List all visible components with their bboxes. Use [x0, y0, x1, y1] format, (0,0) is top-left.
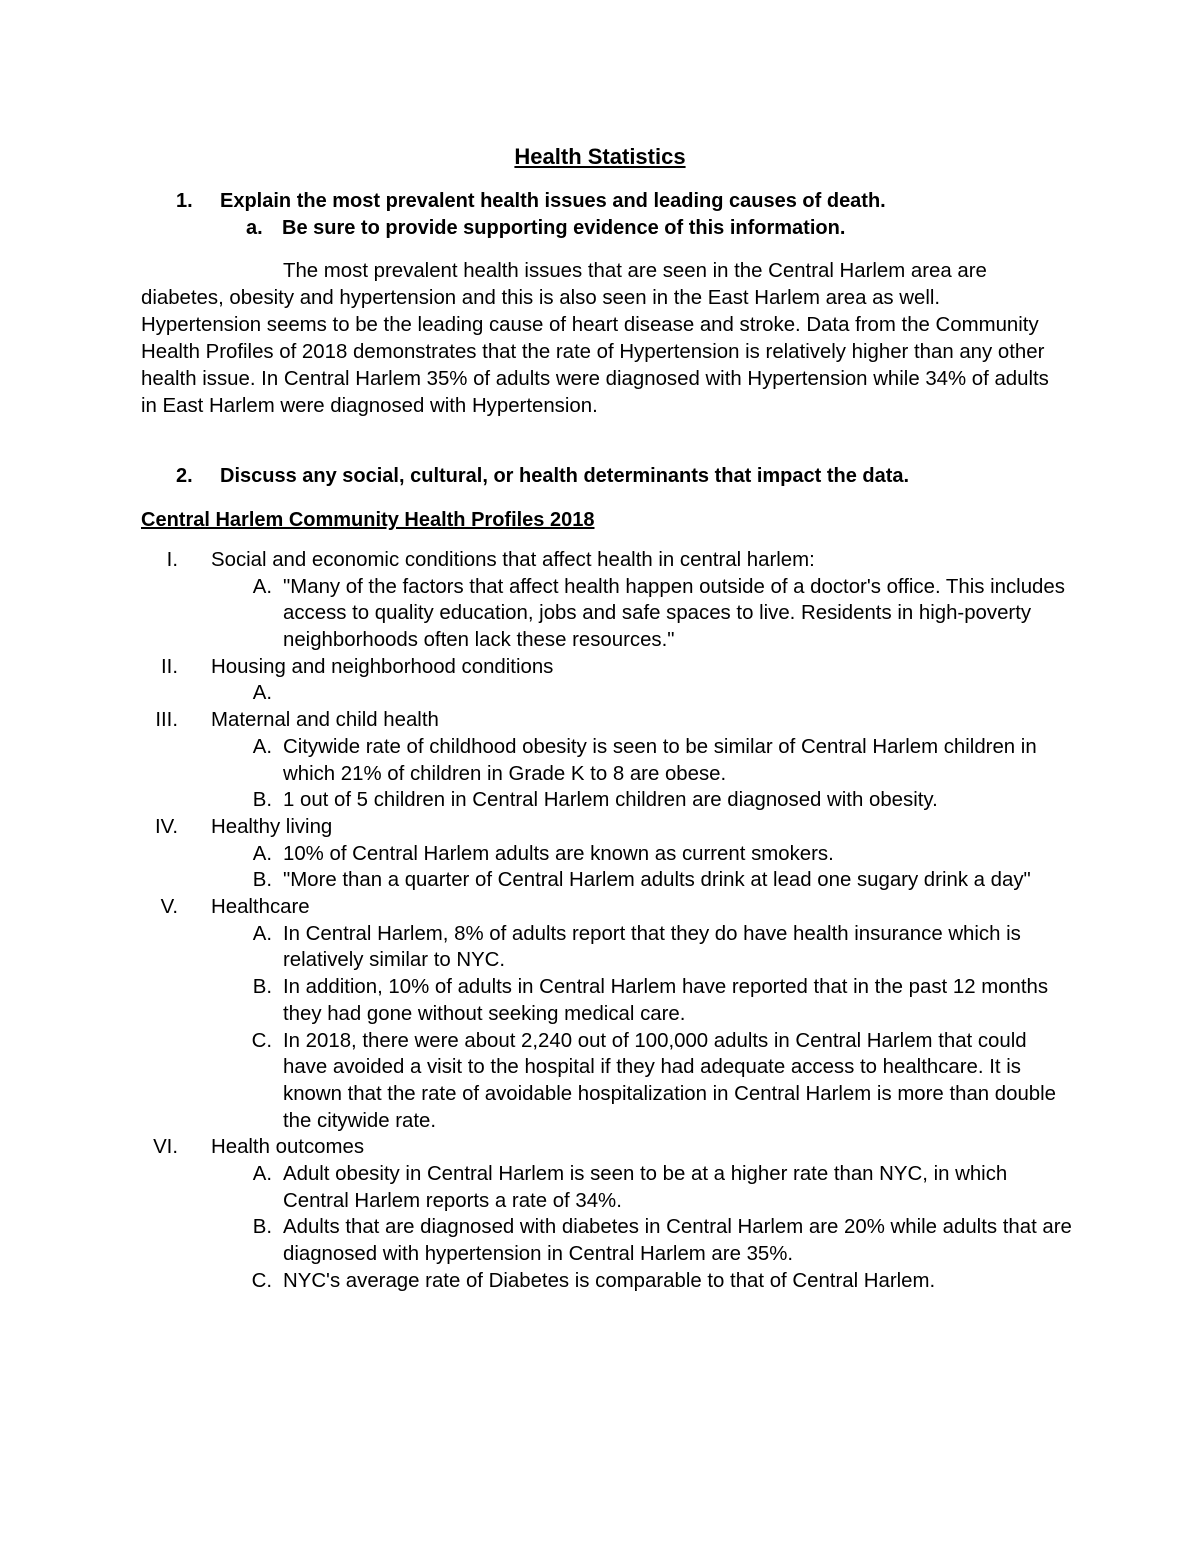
outline-item-text: 1 out of 5 children in Central Harlem children are diagnosed with obesity. [283, 789, 938, 812]
outline-section-numeral: VI. [153, 1136, 178, 1159]
question-1 [176, 187, 886, 215]
outline-item [0, 841, 1073, 868]
outline-item [0, 1161, 1073, 1214]
document-title: Health Statistics [514, 144, 686, 169]
outline-section-title: Healthcare [211, 896, 310, 919]
outline-section [0, 654, 1200, 681]
outline-item [0, 867, 1073, 894]
question-2 [176, 462, 909, 490]
outline-section [0, 707, 1200, 734]
outline-section-title: Housing and neighborhood conditions [211, 655, 554, 678]
outline-item-text: Citywide rate of childhood obesity is seen to be similar of Central Harlem children in which 21% of children in Grade K to 8 are obese. [283, 735, 1037, 785]
outline-section [0, 894, 1200, 921]
outline-item-letter: A. [252, 575, 272, 598]
question-2-text: Discuss any social, cultural, or health determinants that impact the data. [220, 465, 910, 487]
outline-item-text [283, 680, 1073, 707]
outline-section [0, 1134, 1200, 1161]
question-1-number: 1. [176, 190, 193, 212]
outline-section-title: Healthy living [211, 815, 333, 838]
outline-item [0, 734, 1073, 787]
outline-item [0, 974, 1073, 1027]
outline-section-numeral: II. [161, 655, 178, 678]
outline-section-title: Maternal and child health [211, 709, 439, 732]
outline-section-title: Health outcomes [211, 1136, 365, 1159]
outline-item-letter: B. [252, 1216, 272, 1239]
outline-item [0, 921, 1073, 974]
outline-item-letter: A. [252, 1163, 272, 1186]
outline-section [0, 814, 1200, 841]
outline-section [0, 547, 1200, 574]
question-1-sub-letter: a. [246, 217, 263, 239]
outline-section-numeral: III. [155, 709, 178, 732]
outline-list [0, 547, 1200, 1295]
outline-item [0, 1268, 1073, 1295]
question-1-sub-text: Be sure to provide supporting evidence of this information. [282, 217, 846, 239]
outline-item-text: NYC's average rate of Diabetes is comparable to that of Central Harlem. [283, 1269, 936, 1292]
outline-item-letter: A. [252, 922, 272, 945]
outline-item-text: 10% of Central Harlem adults are known as current smokers. [283, 842, 834, 865]
outline-item-text: In 2018, there were about 2,240 out of 100,000 adults in Central Harlem that could have avoided a visit to the hospital if they had adequate access to healthcare. It is known that the rate of avoidable hospitalization in Central Harlem is more than double the citywide rate. [283, 1029, 1057, 1132]
outline-item [0, 680, 1073, 707]
outline-item [0, 1214, 1073, 1267]
outline-item [0, 787, 1073, 814]
outline-section-numeral: IV. [154, 815, 178, 838]
section-heading: Central Harlem Community Health Profiles 2018 [141, 509, 595, 531]
outline-section-numeral: I. [166, 549, 178, 571]
outline-item-letter: B. [252, 976, 272, 999]
outline-item-text: "Many of the factors that affect health happen outside of a doctor's office. This includes access to quality education, jobs and safe spaces to live. Residents in high-poverty neighborhoods often lack these resources." [283, 575, 1065, 652]
outline-item-text: Adult obesity in Central Harlem is seen to be at a higher rate than NYC, in which Central Harlem reports a rate of 34%. [283, 1163, 1008, 1212]
outline-item [0, 574, 1073, 654]
outline-item-letter: B. [252, 789, 272, 812]
outline-item-text: "More than a quarter of Central Harlem adults drink at lead one sugary drink a day" [283, 869, 1031, 892]
outline-item-letter: A. [252, 682, 272, 705]
outline-item-letter: C. [251, 1269, 272, 1292]
question-2-number: 2. [176, 465, 193, 487]
outline-item [0, 1028, 1073, 1135]
question-1-text: Explain the most prevalent health issues and leading causes of death. [220, 190, 886, 212]
outline-section-numeral: V. [160, 896, 178, 919]
outline-item-text: In Central Harlem, 8% of adults report that they do have health insurance which is relatively similar to NYC. [283, 922, 1021, 972]
answer-1-paragraph: The most prevalent health issues that are seen in the Central Harlem area are diabetes, obesity and hypertension and this is also seen in the East Harlem area as well. Hypertension seems to be the leading cause of heart disease and stroke. Data from the Community Health Profiles of 2018 demonstrates that the rate of Hypertension is relatively higher than any other health issue. In Central Harlem 35% of adults were diagnosed with Hypertension while 34% of adults in East Harlem were diagnosed with Hypertension. [141, 260, 1049, 417]
outline-item-letter: C. [251, 1029, 272, 1052]
outline-item-letter: A. [252, 842, 272, 865]
outline-item-text: In addition, 10% of adults in Central Harlem have reported that in the past 12 months they had gone without seeking medical care. [283, 976, 1049, 1025]
question-1-sub [246, 214, 845, 242]
outline-section-title: Social and economic conditions that affect health in central harlem: [211, 549, 815, 571]
outline-item-text: Adults that are diagnosed with diabetes in Central Harlem are 20% while adults that are diagnosed with hypertension in Central Harlem are 35%. [283, 1216, 1072, 1266]
outline-item-letter: B. [252, 869, 272, 892]
outline-item-letter: A. [252, 735, 272, 758]
